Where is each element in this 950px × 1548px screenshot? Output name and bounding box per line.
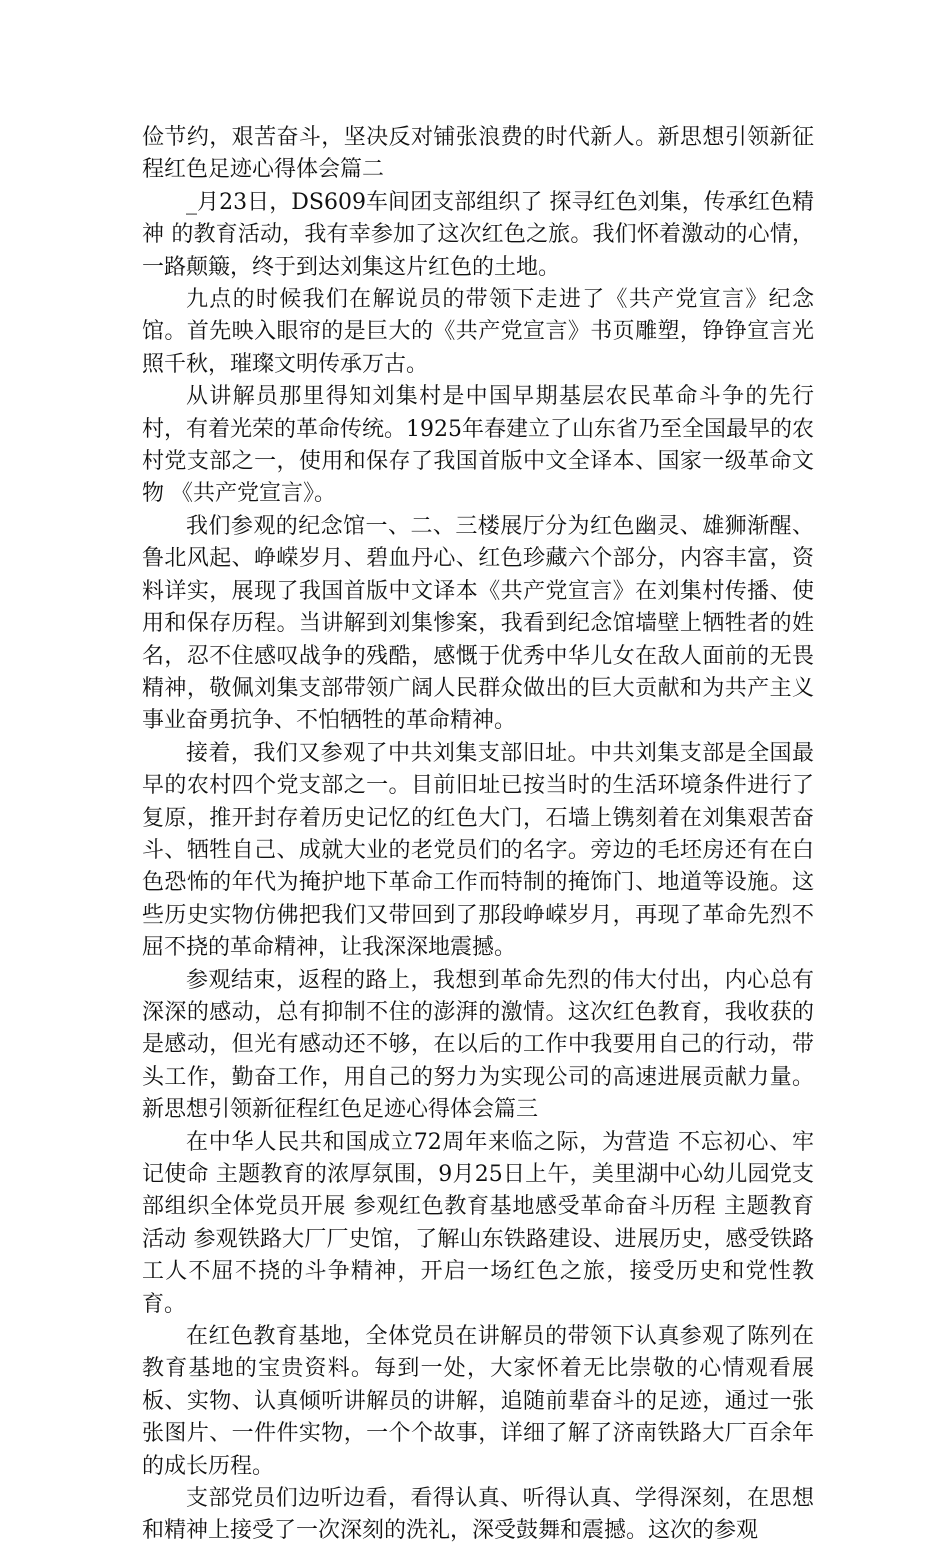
paragraph-5: 我们参观的纪念馆一、二、三楼展厅分为红色幽灵、雄狮渐醒、鲁北风起、峥嵘岁月、碧血丹心、红色珍藏六个部分，内容丰富，资料详实，展现了我国首版中文译本《共产党宣言》在刘集村传播、使用和保存历程。当讲解到刘集惨案，我看到纪念馆墙壁上牺牲者的姓名，忍不住感叹战争的残酷，感慨于优秀中华儿女在敌人面前的无畏精神，敬佩刘集支部带领广阔人民群众做出的巨大贡献和为共产主义事业奋勇抗争、不怕牺牲的革命精神。 bbox=[142, 513, 814, 734]
paragraph-7: 参观结束，返程的路上，我想到革命先烈的伟大付出，内心总有深深的感动，总有抑制不住的澎湃的激情。这次红色教育，我收获的是感动，但光有感动还不够，在以后的工作中我要用自己的行动，带头工作，勤奋工作，用自己的努力为实现公司的高速进展贡献力量。新思想引领新征程红色足迹心得体会篇三 bbox=[142, 967, 814, 1123]
document-body bbox=[142, 122, 814, 1548]
paragraph-9: 在红色教育基地，全体党员在讲解员的带领下认真参观了陈列在教育基地的宝贵资料。每到一处，大家怀着无比崇敬的心情观看展板、实物、认真倾听讲解员的讲解，追随前辈奋斗的足迹，通过一张张图片、一件件实物，一个个故事，详细了解了济南铁路大厂百余年的成长历程。 bbox=[142, 1324, 814, 1479]
paragraph-8: 在中华人民共和国成立72周年来临之际，为营造 不忘初心、牢记使命 主题教育的浓厚氛围，9月25日上午，美里湖中心幼儿园党支部组织全体党员开展 参观红色教育基地感受革命奋斗历程 主题教育活动 参观铁路大厂厂史馆，了解山东铁路建设、进展历史，感受铁路工人不屈不挠的斗争精神，开启一场红色之旅，接受历史和党性教育。 bbox=[142, 1129, 814, 1317]
paragraph-1: 俭节约，艰苦奋斗，坚决反对铺张浪费的时代新人。新思想引领新征程红色足迹心得体会篇二 bbox=[142, 125, 814, 183]
paragraph-4: 从讲解员那里得知刘集村是中国早期基层农民革命斗争的先行村，有着光荣的革命传统。1925年春建立了山东省乃至全国最早的农村党支部之一，使用和保存了我国首版中文全译本、国家一级革命文物 《共产党宣言》。 bbox=[142, 384, 814, 507]
paragraph-2: _月23日，DS609车间团支部组织了 探寻红色刘集，传承红色精神 的教育活动，我有幸参加了这次红色之旅。我们怀着激动的心情，一路颠簸，终于到达刘集这片红色的土地。 bbox=[142, 189, 814, 280]
paragraph-10: 支部党员们边听边看，看得认真、听得认真、学得深刻，在思想和精神上接受了一次深刻的洗礼，深受鼓舞和震撼。这次的参观 bbox=[142, 1486, 814, 1544]
paragraph-3: 九点的时候我们在解说员的带领下走进了《共产党宣言》纪念馆。首先映入眼帘的是巨大的《共产党宣言》书页雕塑，铮铮宣言光照千秋，璀璨文明传承万古。 bbox=[142, 287, 814, 377]
paragraph-6: 接着，我们又参观了中共刘集支部旧址。中共刘集支部是全国最早的农村四个党支部之一。目前旧址已按当时的生活环境条件进行了复原，推开封存着历史记忆的红色大门，石墙上镌刻着在刘集艰苦奋斗、牺牲自己、成就大业的老党员们的名字。旁边的毛坯房还有在白色恐怖的年代为掩护地下革命工作而特制的掩饰门、地道等设施。这些历史实物仿佛把我们又带回到了那段峥嵘岁月，再现了革命先烈不屈不挠的革命精神，让我深深地震撼。 bbox=[142, 740, 814, 961]
